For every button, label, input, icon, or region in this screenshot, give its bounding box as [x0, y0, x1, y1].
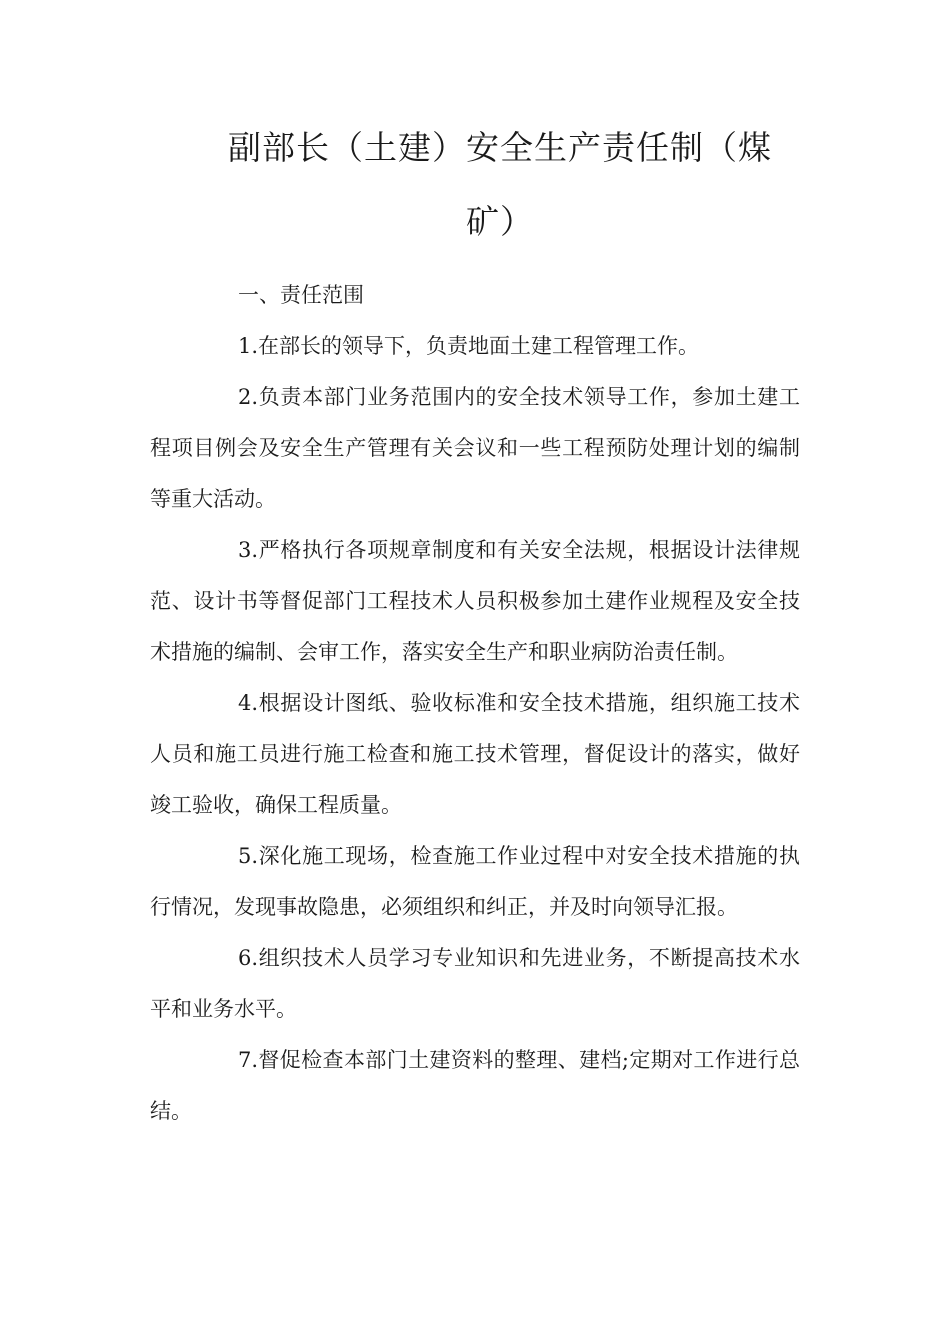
paragraph-4: 4.根据设计图纸、验收标准和安全技术措施，组织施工技术人员和施工员进行施工检查和施工技术管理，督促设计的落实，做好竣工验收，确保工程质量。 — [150, 691, 800, 817]
section-heading: 一、责任范围 — [238, 283, 364, 307]
paragraph-6: 6.组织技术人员学习专业知识和先进业务，不断提高技术水平和业务水平。 — [150, 946, 800, 1021]
document-body — [150, 270, 800, 1137]
paragraph-2: 2.负责本部门业务范围内的安全技术领导工作，参加土建工程项目例会及安全生产管理有关会议和一些工程预防处理计划的编制等重大活动。 — [150, 385, 800, 511]
document-title-line-1: 副部长（土建）安全生产责任制（煤 — [228, 128, 772, 167]
paragraph-7: 7.督促检查本部门土建资料的整理、建档;定期对工作进行总结。 — [150, 1048, 800, 1123]
paragraph-1: 1.在部长的领导下，负责地面土建工程管理工作。 — [238, 334, 700, 358]
document-title-line-2: 矿） — [466, 202, 534, 241]
paragraph-5: 5.深化施工现场，检查施工作业过程中对安全技术措施的执行情况，发现事故隐患，必须组织和纠正，并及时向领导汇报。 — [150, 844, 800, 919]
paragraph-3: 3.严格执行各项规章制度和有关安全法规，根据设计法律规范、设计书等督促部门工程技术人员积极参加土建作业规程及安全技术措施的编制、会审工作，落实安全生产和职业病防治责任制。 — [150, 538, 800, 664]
